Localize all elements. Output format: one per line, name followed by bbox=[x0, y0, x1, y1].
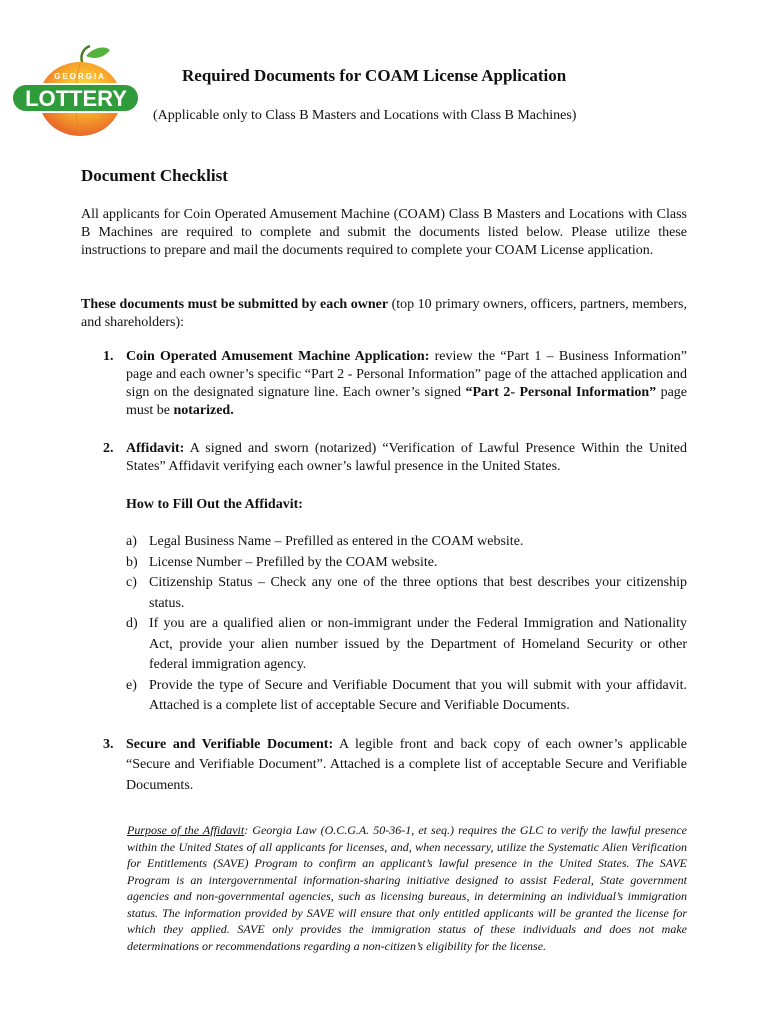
purpose-label: Purpose of the Affidavit bbox=[127, 823, 245, 837]
step-letter: c) bbox=[126, 575, 137, 590]
step-text: Citizenship Status – Check any one of the three options that best describes your citizenship status. bbox=[149, 575, 687, 611]
step-item bbox=[126, 573, 687, 614]
item-number: 1. bbox=[103, 349, 114, 364]
step-text: Legal Business Name – Prefilled as entered in the COAM website. bbox=[149, 534, 524, 549]
item-label: Coin Operated Amusement Machine Application: bbox=[126, 349, 430, 364]
step-item bbox=[126, 614, 687, 676]
owners-rest-text: (top 10 primary owners, officers, partners, members, and shareholders): bbox=[81, 297, 687, 330]
step-text: License Number – Prefilled by the COAM website. bbox=[149, 554, 438, 570]
item-text: A signed and sworn (notarized) “Verification of Lawful Presence Within the United States” Affidavit verifying each owner’s lawful presence in the United States. bbox=[126, 441, 687, 474]
list-item-secure-document bbox=[81, 735, 687, 797]
intro-paragraph: All applicants for Coin Operated Amusement Machine (COAM) Class B Masters and Locations with Class B Machines are required to complete and submit the documents listed below. Please utilize these instructions to prepare and mail the documents required to complete your COAM License application. bbox=[81, 207, 687, 258]
item-bold-text: notarized. bbox=[173, 403, 234, 418]
owners-bold-text: These documents must be submitted by each owner bbox=[81, 297, 389, 312]
document-subtitle: (Applicable only to Class B Masters and Locations with Class B Machines) bbox=[153, 108, 577, 123]
purpose-text: : Georgia Law (O.C.G.A. 50-36-1, et seq.) requires the GLC to verify the lawful presence within the United States of all applicants for licenses, and, when necessary, utilize the Systematic Alien Verification for Entitlements (SAVE) Program to confirm an applicant’s lawful presence in the United States. The SAVE Program is an intergovernmental information-sharing initiative designed to assist Federal, State government agencies and non-governmental agencies, such as licensing bureaus, in determining an individual’s immigration status. The information provided by SAVE will ensure that only entitled applicants will be granted the license for which they applied. SAVE only provides the immigration status of these individuals and does not make determinations or recommendations regarding a non-citizen’s eligibility for the license. bbox=[127, 823, 687, 953]
item-text: review the “Part 1 – Business Information” page and each owner’s specific “Part 2 - Personal Information” page of the attached application and sign on the designated signature line. Each owner’s signed bbox=[126, 349, 688, 400]
list-item-affidavit bbox=[81, 440, 687, 717]
item-text: page must be bbox=[126, 385, 687, 418]
purpose-paragraph bbox=[127, 822, 687, 954]
step-text: If you are a qualified alien or non-immigrant under the Federal Immigration and Nationality Act, provide your alien number issued by the Department of Homeland Security or other federal immigration agency. bbox=[149, 616, 687, 672]
step-letter: e) bbox=[126, 677, 137, 693]
peach-logo-icon bbox=[10, 44, 142, 138]
list-item-application bbox=[81, 348, 687, 420]
step-item bbox=[126, 553, 687, 574]
step-item bbox=[126, 676, 687, 717]
step-letter: b) bbox=[126, 554, 138, 570]
step-item bbox=[126, 532, 687, 553]
georgia-lottery-logo bbox=[10, 44, 142, 138]
item-number: 3. bbox=[103, 736, 114, 752]
step-letter: a) bbox=[126, 534, 137, 549]
logo-main-text: LOTTERY bbox=[25, 86, 127, 111]
owners-paragraph bbox=[81, 296, 687, 332]
item-number: 2. bbox=[103, 441, 114, 456]
required-documents-list bbox=[81, 348, 687, 796]
logo-top-text: GEORGIA bbox=[54, 72, 106, 81]
affidavit-steps-list bbox=[126, 532, 687, 717]
howto-heading: How to Fill Out the Affidavit: bbox=[126, 497, 303, 512]
document-title: Required Documents for COAM License Application bbox=[182, 66, 567, 85]
item-bold-text: “Part 2- Personal Information” bbox=[465, 385, 657, 400]
step-text: Provide the type of Secure and Verifiable Document that you will submit with your affidavit. Attached is a complete list of acceptable Secure and Verifiable Documents. bbox=[149, 677, 687, 713]
item-label: Secure and Verifiable Document: bbox=[126, 736, 334, 752]
item-text: A legible front and back copy of each owner’s applicable “Secure and Verifiable Document”. Attached is a complete list of acceptable Secure and Verifiable Documents. bbox=[126, 736, 687, 793]
item-label: Affidavit: bbox=[126, 441, 185, 456]
checklist-heading: Document Checklist bbox=[81, 166, 228, 185]
step-letter: d) bbox=[126, 616, 138, 631]
